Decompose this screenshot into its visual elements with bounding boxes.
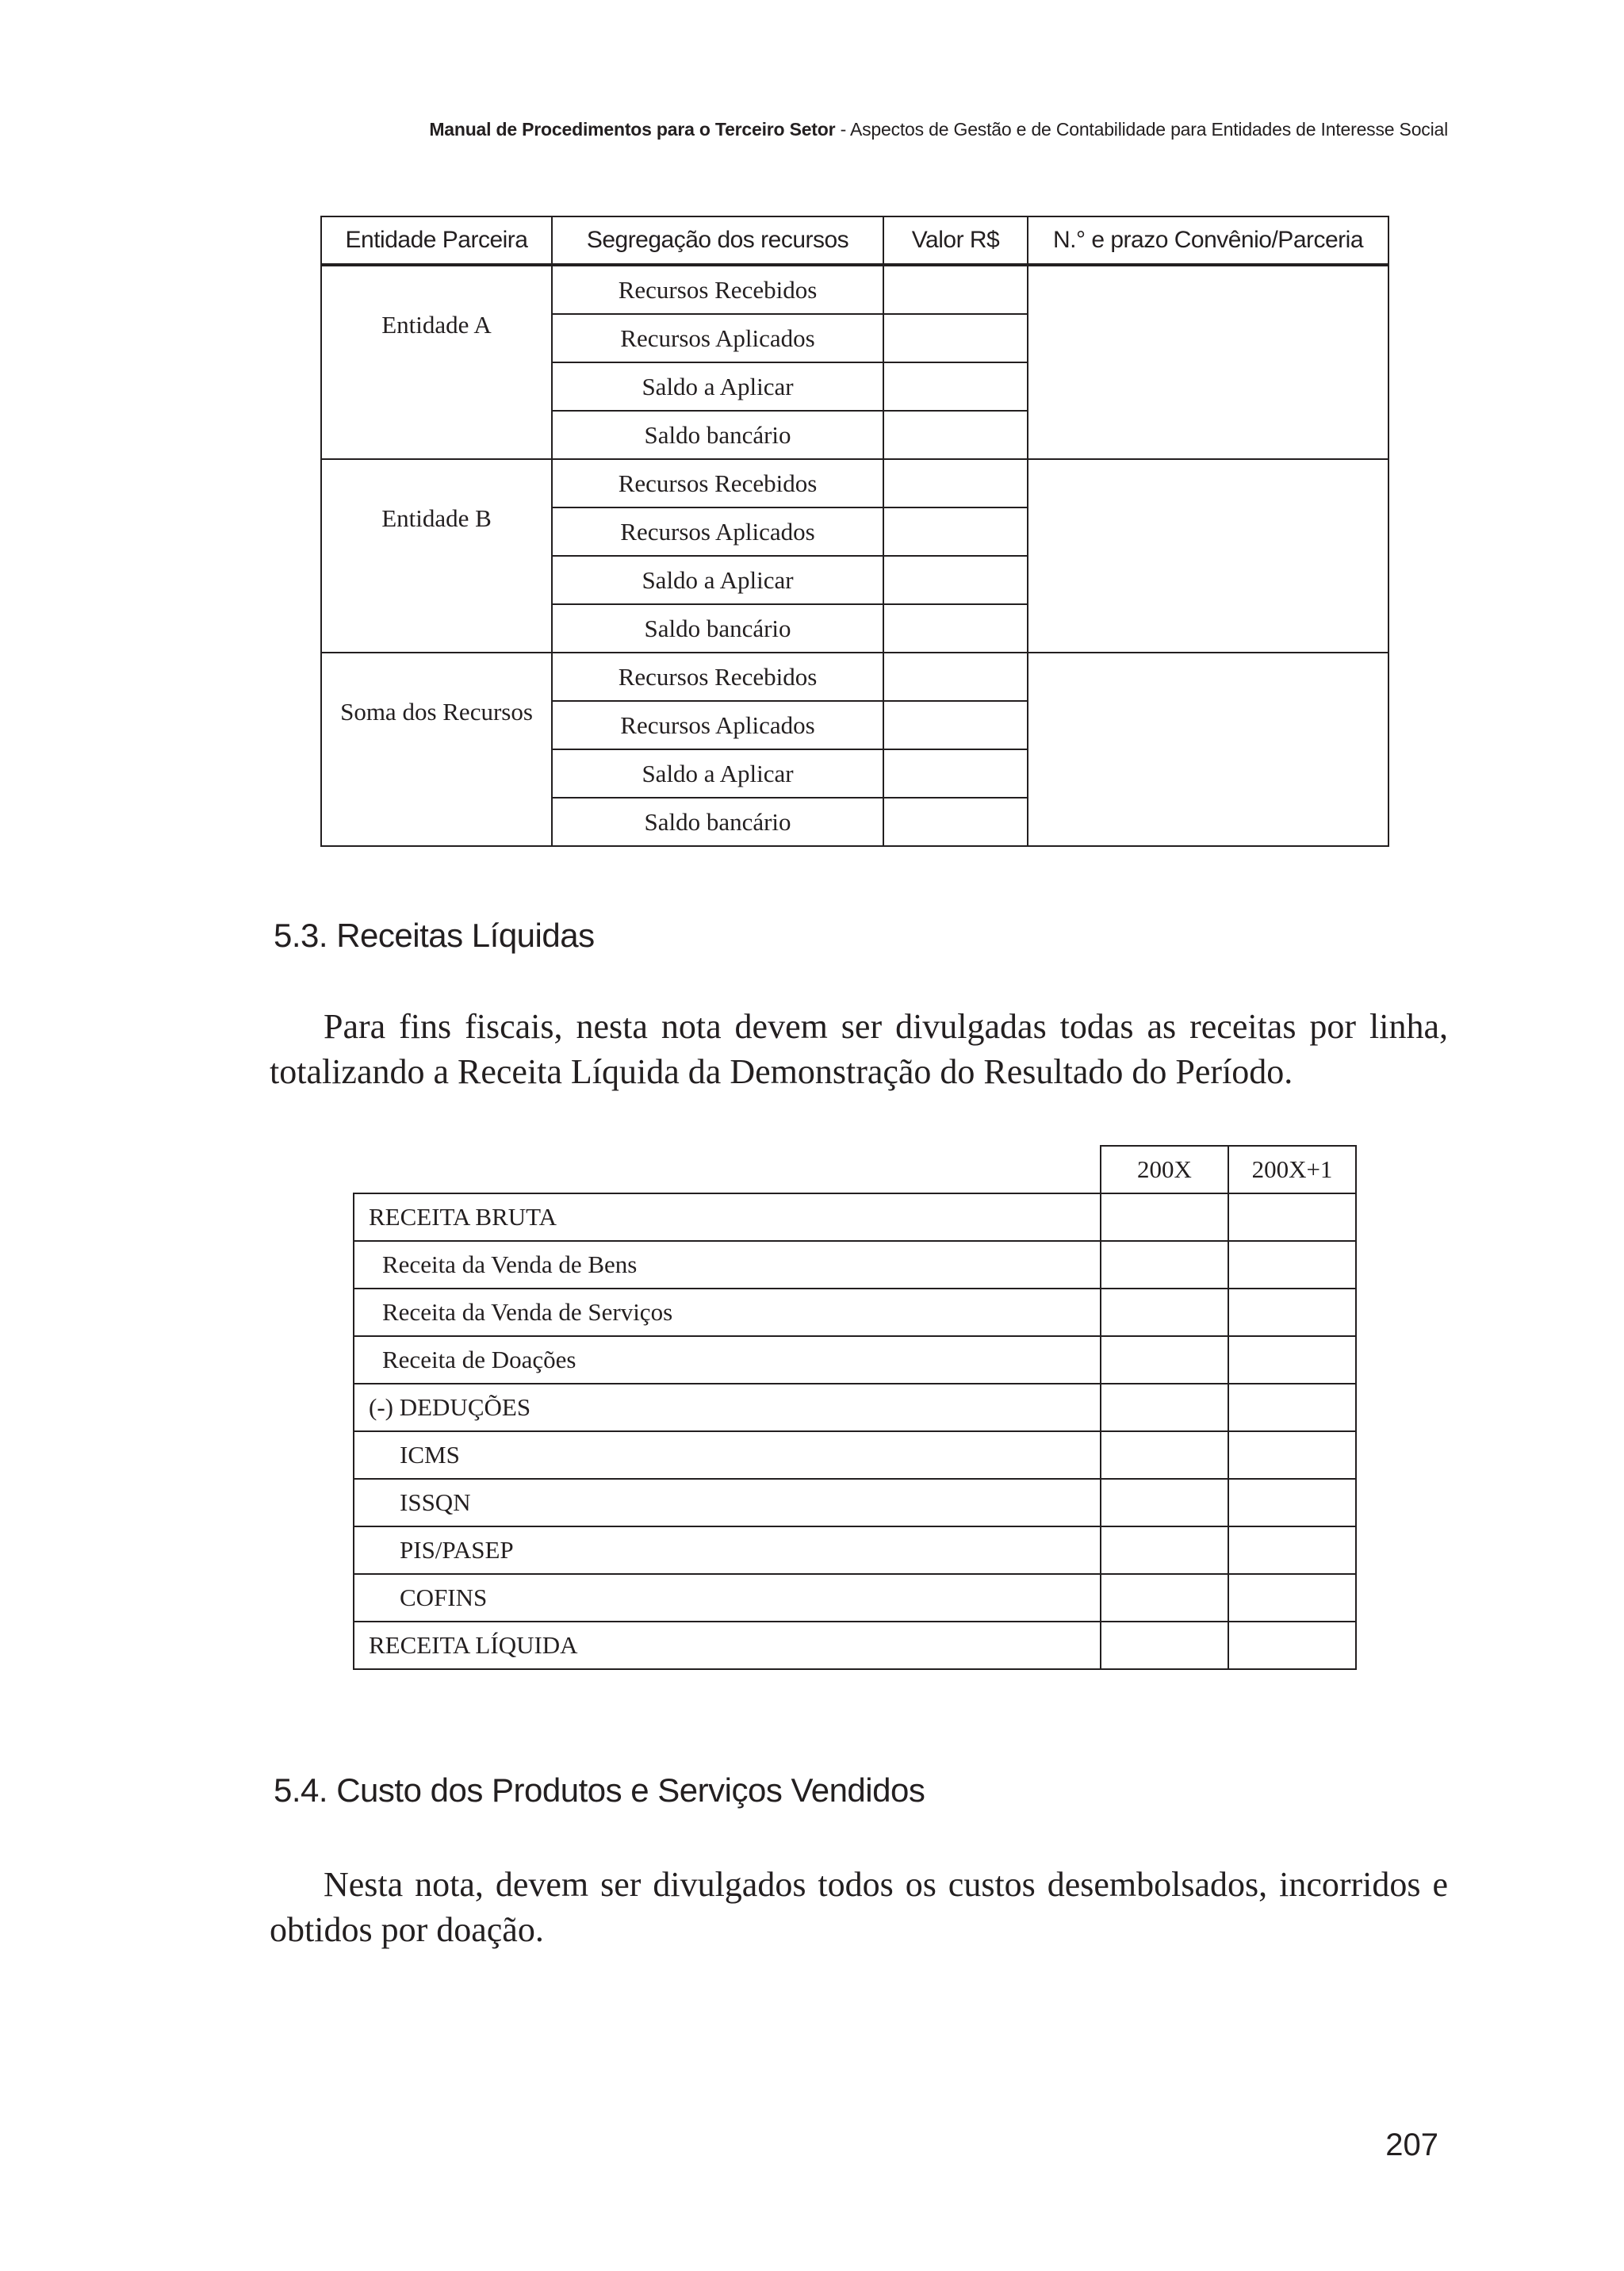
segregation-cell: Recursos Aplicados — [552, 701, 883, 749]
segregation-cell: Saldo a Aplicar — [552, 556, 883, 604]
value-cell — [1101, 1241, 1228, 1289]
table-row — [321, 265, 1388, 314]
row-label: PIS/PASEP — [354, 1526, 1101, 1574]
value-cell — [883, 411, 1028, 459]
column-header: N.° e prazo Convênio/Parceria — [1028, 216, 1388, 265]
row-label: RECEITA LÍQUIDA — [354, 1622, 1101, 1669]
entity-cell: Entidade B — [321, 459, 552, 653]
row-label: COFINS — [354, 1574, 1101, 1622]
year-header: 200X — [1101, 1146, 1228, 1193]
table-row — [354, 1574, 1356, 1622]
segregation-cell: Recursos Recebidos — [552, 265, 883, 314]
table-row — [354, 1526, 1356, 1574]
header-subtitle: - Aspectos de Gestão e de Contabilidade para Entidades de Interesse Social — [835, 119, 1448, 140]
row-label: Receita de Doações — [354, 1336, 1101, 1384]
table-row — [354, 1431, 1356, 1479]
value-cell — [1101, 1526, 1228, 1574]
segregation-cell: Recursos Recebidos — [552, 459, 883, 507]
value-cell — [1101, 1384, 1228, 1431]
section-title-5-3: 5.3. Receitas Líquidas — [274, 917, 595, 954]
running-header — [270, 119, 1448, 140]
agreement-cell — [1028, 265, 1388, 459]
table-row — [354, 1336, 1356, 1384]
row-label: RECEITA BRUTA — [354, 1193, 1101, 1241]
row-label: Receita da Venda de Bens — [354, 1241, 1101, 1289]
section-paragraph-5-3: Para fins fiscais, nesta nota devem ser divulgadas todas as receitas por linha, totalizando a Receita Líquida da Demonstração do Resultado do Período. — [270, 1007, 1448, 1091]
value-cell — [883, 314, 1028, 362]
value-cell — [1101, 1622, 1228, 1669]
value-cell — [1228, 1479, 1356, 1526]
table-header-row — [354, 1146, 1356, 1193]
table-row — [354, 1193, 1356, 1241]
value-cell — [1228, 1336, 1356, 1384]
value-cell — [883, 459, 1028, 507]
segregation-cell: Recursos Aplicados — [552, 314, 883, 362]
blank-cell — [354, 1146, 1101, 1193]
segregation-cell: Saldo a Aplicar — [552, 362, 883, 411]
segregation-cell: Recursos Recebidos — [552, 653, 883, 701]
value-cell — [1228, 1384, 1356, 1431]
table-row — [354, 1241, 1356, 1289]
row-label: Receita da Venda de Serviços — [354, 1289, 1101, 1336]
value-cell — [1101, 1479, 1228, 1526]
net-revenue-table — [353, 1145, 1357, 1670]
table-row — [354, 1479, 1356, 1526]
value-cell — [1101, 1336, 1228, 1384]
segregation-cell: Saldo bancário — [552, 604, 883, 653]
value-cell — [1228, 1431, 1356, 1479]
agreement-cell — [1028, 459, 1388, 653]
partner-resources-table — [320, 216, 1389, 847]
agreement-cell — [1028, 653, 1388, 846]
column-header: Segregação dos recursos — [552, 216, 883, 265]
value-cell — [1228, 1574, 1356, 1622]
value-cell — [883, 701, 1028, 749]
table-row — [354, 1622, 1356, 1669]
segregation-cell: Saldo a Aplicar — [552, 749, 883, 798]
table-row — [321, 459, 1388, 507]
value-cell — [1228, 1622, 1356, 1669]
value-cell — [883, 507, 1028, 556]
table-row — [354, 1289, 1356, 1336]
column-header: Entidade Parceira — [321, 216, 552, 265]
row-label: (-) DEDUÇÕES — [354, 1384, 1101, 1431]
value-cell — [883, 362, 1028, 411]
segregation-cell: Recursos Aplicados — [552, 507, 883, 556]
row-label: ICMS — [354, 1431, 1101, 1479]
section-title-5-4: 5.4. Custo dos Produtos e Serviços Vendidos — [274, 1771, 925, 1809]
value-cell — [883, 265, 1028, 314]
value-cell — [1101, 1431, 1228, 1479]
segregation-cell: Saldo bancário — [552, 798, 883, 846]
table-row — [321, 653, 1388, 701]
header-title: Manual de Procedimentos para o Terceiro Setor — [429, 119, 836, 140]
value-cell — [1101, 1574, 1228, 1622]
value-cell — [1228, 1289, 1356, 1336]
value-cell — [883, 653, 1028, 701]
row-label: ISSQN — [354, 1479, 1101, 1526]
column-header: Valor R$ — [883, 216, 1028, 265]
entity-cell: Soma dos Recursos — [321, 653, 552, 846]
value-cell — [883, 798, 1028, 846]
table-header-row — [321, 216, 1388, 265]
value-cell — [1228, 1526, 1356, 1574]
page-number: 207 — [1385, 2127, 1438, 2162]
value-cell — [1101, 1289, 1228, 1336]
table-row — [354, 1384, 1356, 1431]
value-cell — [883, 749, 1028, 798]
year-header: 200X+1 — [1228, 1146, 1356, 1193]
segregation-cell: Saldo bancário — [552, 411, 883, 459]
section-paragraph-5-4: Nesta nota, devem ser divulgados todos os custos desembolsados, incorridos e obtidos por doação. — [270, 1865, 1448, 1949]
entity-cell: Entidade A — [321, 265, 552, 459]
value-cell — [1228, 1241, 1356, 1289]
value-cell — [1228, 1193, 1356, 1241]
value-cell — [883, 556, 1028, 604]
value-cell — [1101, 1193, 1228, 1241]
value-cell — [883, 604, 1028, 653]
